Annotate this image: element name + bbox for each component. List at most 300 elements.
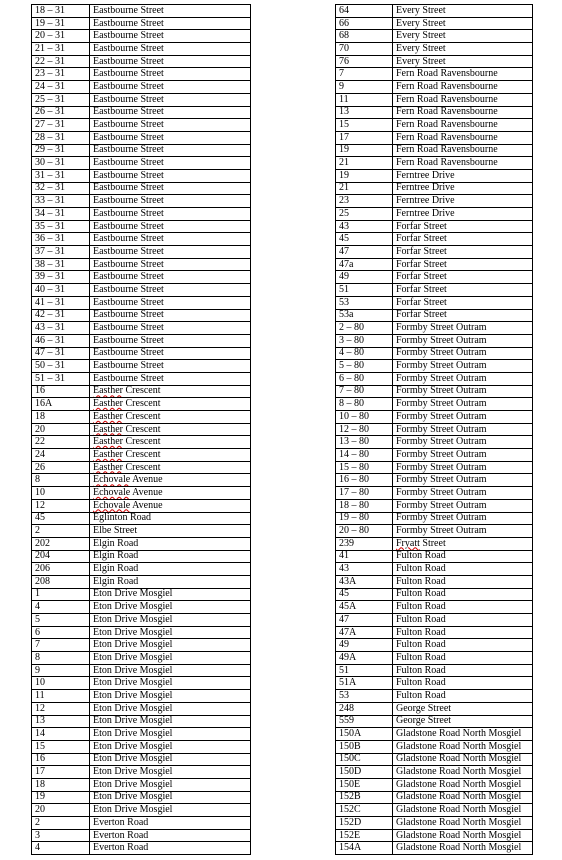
table-row: [32, 55, 251, 68]
house-number-cell: 66: [336, 17, 393, 30]
table-row: [336, 639, 533, 652]
house-number-cell: 4: [32, 601, 90, 614]
table-row: [336, 791, 533, 804]
house-number-cell: 45A: [336, 601, 393, 614]
house-number-cell: 11: [32, 690, 90, 703]
table-row: [336, 842, 533, 855]
house-number-cell: 28 – 31: [32, 131, 90, 144]
table-row: [336, 258, 533, 271]
house-number-cell: 50 – 31: [32, 360, 90, 373]
house-number-cell: 12: [32, 499, 90, 512]
table-row: [32, 525, 251, 538]
spellcheck-flag: Fryatt: [396, 537, 420, 549]
table-row: [336, 30, 533, 43]
street-name-cell: Fulton Road: [393, 601, 533, 614]
table-row: [336, 537, 533, 550]
house-number-cell: 27 – 31: [32, 119, 90, 132]
table-row: [32, 334, 251, 347]
house-number-cell: 6 – 80: [336, 372, 393, 385]
house-number-cell: 20: [32, 804, 90, 817]
street-name-cell: Eton Drive Mosgiel: [90, 702, 251, 715]
house-number-cell: 150E: [336, 778, 393, 791]
address-table-left-body: [32, 5, 251, 855]
house-number-cell: 2 – 80: [336, 322, 393, 335]
table-row: [32, 5, 251, 18]
street-name-cell: Gladstone Road North Mosgiel: [393, 817, 533, 830]
spellcheck-flag: Echovale: [93, 486, 131, 498]
street-name-cell: Eton Drive Mosgiel: [90, 690, 251, 703]
table-row: [32, 360, 251, 373]
table-row: [32, 715, 251, 728]
house-number-cell: 13: [336, 106, 393, 119]
street-name-cell: Everton Road: [90, 842, 251, 855]
house-number-cell: 16: [32, 753, 90, 766]
house-number-cell: 47: [336, 246, 393, 259]
street-name-cell: Easther Crescent: [90, 449, 251, 462]
street-name-cell: Every Street: [393, 43, 533, 56]
street-name-cell: Eastbourne Street: [90, 258, 251, 271]
street-name-cell: Easther Crescent: [90, 398, 251, 411]
street-name-cell: Ferntree Drive: [393, 169, 533, 182]
street-name-cell: Fulton Road: [393, 639, 533, 652]
address-table-right-body: [336, 5, 533, 855]
table-row: [336, 449, 533, 462]
street-name-cell: Fulton Road: [393, 614, 533, 627]
table-row: [32, 423, 251, 436]
house-number-cell: 42 – 31: [32, 309, 90, 322]
street-name-cell: Fulton Road: [393, 563, 533, 576]
table-row: [336, 246, 533, 259]
house-number-cell: 51 – 31: [32, 372, 90, 385]
table-row: [32, 512, 251, 525]
table-row: [336, 487, 533, 500]
street-name-cell: Forfar Street: [393, 233, 533, 246]
street-name-cell: Eastbourne Street: [90, 169, 251, 182]
house-number-cell: 11: [336, 93, 393, 106]
table-row: [336, 182, 533, 195]
house-number-cell: 22 – 31: [32, 55, 90, 68]
street-name-cell: Eastbourne Street: [90, 195, 251, 208]
table-row: [32, 728, 251, 741]
address-table-right: [335, 4, 533, 855]
street-name-cell: Forfar Street: [393, 246, 533, 259]
table-row: [336, 550, 533, 563]
street-name-cell: Eton Drive Mosgiel: [90, 766, 251, 779]
house-number-cell: 8: [32, 652, 90, 665]
street-name-cell: Easther Crescent: [90, 423, 251, 436]
street-name-cell: Fern Road Ravensbourne: [393, 119, 533, 132]
street-name-cell: Fulton Road: [393, 588, 533, 601]
table-row: [336, 360, 533, 373]
street-name-cell: Everton Road: [90, 817, 251, 830]
street-name-cell: Every Street: [393, 17, 533, 30]
table-row: [32, 131, 251, 144]
table-row: [32, 296, 251, 309]
house-number-cell: 14: [32, 728, 90, 741]
house-number-cell: 7: [32, 639, 90, 652]
street-name-cell: Formby Street Outram: [393, 372, 533, 385]
table-row: [336, 817, 533, 830]
table-row: [336, 677, 533, 690]
house-number-cell: 49: [336, 639, 393, 652]
street-name-cell: Eastbourne Street: [90, 372, 251, 385]
house-number-cell: 47a: [336, 258, 393, 271]
table-row: [32, 436, 251, 449]
street-name-cell: Eastbourne Street: [90, 43, 251, 56]
house-number-cell: 24: [32, 449, 90, 462]
street-name-cell: Fulton Road: [393, 652, 533, 665]
street-name-cell: Easther Crescent: [90, 436, 251, 449]
table-row: [336, 144, 533, 157]
table-row: [336, 766, 533, 779]
house-number-cell: 26 – 31: [32, 106, 90, 119]
street-name-cell: Gladstone Road North Mosgiel: [393, 842, 533, 855]
table-row: [336, 588, 533, 601]
street-name-cell: Everton Road: [90, 829, 251, 842]
table-row: [336, 563, 533, 576]
house-number-cell: 150D: [336, 766, 393, 779]
table-row: [336, 68, 533, 81]
table-row: [336, 702, 533, 715]
house-number-cell: 13 – 80: [336, 436, 393, 449]
table-row: [32, 258, 251, 271]
table-row: [32, 119, 251, 132]
street-name-cell: Easther Crescent: [90, 385, 251, 398]
house-number-cell: 33 – 31: [32, 195, 90, 208]
house-number-cell: 47A: [336, 626, 393, 639]
street-name-cell: Formby Street Outram: [393, 449, 533, 462]
street-name-cell: Fern Road Ravensbourne: [393, 81, 533, 94]
table-row: [336, 614, 533, 627]
house-number-cell: 24 – 31: [32, 81, 90, 94]
house-number-cell: 8: [32, 474, 90, 487]
house-number-cell: 204: [32, 550, 90, 563]
street-name-cell: Formby Street Outram: [393, 334, 533, 347]
spellcheck-flag: Easther: [93, 398, 123, 410]
house-number-cell: 152E: [336, 829, 393, 842]
table-row: [32, 195, 251, 208]
street-name-cell: Every Street: [393, 5, 533, 18]
street-name-cell: Elbe Street: [90, 525, 251, 538]
table-row: [32, 537, 251, 550]
street-name-cell: Fulton Road: [393, 664, 533, 677]
street-name-cell: Eton Drive Mosgiel: [90, 753, 251, 766]
table-row: [32, 753, 251, 766]
house-number-cell: 6: [32, 626, 90, 639]
street-name-cell: Every Street: [393, 55, 533, 68]
table-row: [32, 93, 251, 106]
street-name-cell: Forfar Street: [393, 220, 533, 233]
house-number-cell: 29 – 31: [32, 144, 90, 157]
street-name-cell: Formby Street Outram: [393, 322, 533, 335]
table-row: [32, 791, 251, 804]
table-row: [32, 157, 251, 170]
table-row: [32, 372, 251, 385]
street-name-cell: Eastbourne Street: [90, 93, 251, 106]
table-row: [336, 309, 533, 322]
table-row: [32, 81, 251, 94]
street-name-cell: Gladstone Road North Mosgiel: [393, 778, 533, 791]
house-number-cell: 19: [32, 791, 90, 804]
house-number-cell: 23 – 31: [32, 68, 90, 81]
house-number-cell: 9: [32, 664, 90, 677]
street-name-cell: Fern Road Ravensbourne: [393, 144, 533, 157]
street-name-cell: Fulton Road: [393, 626, 533, 639]
house-number-cell: 20: [32, 423, 90, 436]
street-name-cell: Gladstone Road North Mosgiel: [393, 728, 533, 741]
table-row: [32, 398, 251, 411]
house-number-cell: 51A: [336, 677, 393, 690]
street-name-cell: Ferntree Drive: [393, 182, 533, 195]
house-number-cell: 41 – 31: [32, 296, 90, 309]
table-row: [32, 169, 251, 182]
street-name-cell: Eastbourne Street: [90, 322, 251, 335]
table-row: [336, 208, 533, 221]
house-number-cell: 20 – 31: [32, 30, 90, 43]
table-row: [336, 233, 533, 246]
house-number-cell: 46 – 31: [32, 334, 90, 347]
table-row: [32, 233, 251, 246]
table-row: [32, 106, 251, 119]
street-name-cell: Eastbourne Street: [90, 347, 251, 360]
table-row: [336, 5, 533, 18]
house-number-cell: 21: [336, 157, 393, 170]
street-name-cell: Eastbourne Street: [90, 30, 251, 43]
street-name-cell: Eton Drive Mosgiel: [90, 715, 251, 728]
house-number-cell: 34 – 31: [32, 208, 90, 221]
street-name-cell: Ferntree Drive: [393, 208, 533, 221]
house-number-cell: 43 – 31: [32, 322, 90, 335]
house-number-cell: 18 – 80: [336, 499, 393, 512]
street-name-cell: Fern Road Ravensbourne: [393, 157, 533, 170]
street-name-cell: Formby Street Outram: [393, 512, 533, 525]
table-row: [32, 411, 251, 424]
street-name-cell: Gladstone Road North Mosgiel: [393, 740, 533, 753]
table-row: [32, 68, 251, 81]
table-row: [32, 639, 251, 652]
house-number-cell: 23: [336, 195, 393, 208]
table-row: [32, 614, 251, 627]
house-number-cell: 45: [336, 588, 393, 601]
street-name-cell: Eastbourne Street: [90, 68, 251, 81]
house-number-cell: 25: [336, 208, 393, 221]
table-row: [336, 296, 533, 309]
table-row: [32, 740, 251, 753]
table-row: [336, 284, 533, 297]
spellcheck-flag: Easther: [93, 385, 123, 397]
house-number-cell: 47 – 31: [32, 347, 90, 360]
table-row: [336, 652, 533, 665]
table-row: [32, 626, 251, 639]
table-row: [336, 322, 533, 335]
street-name-cell: Fern Road Ravensbourne: [393, 68, 533, 81]
house-number-cell: 559: [336, 715, 393, 728]
house-number-cell: 15 – 80: [336, 461, 393, 474]
street-name-cell: Eton Drive Mosgiel: [90, 728, 251, 741]
street-name-cell: Eastbourne Street: [90, 233, 251, 246]
house-number-cell: 1: [32, 588, 90, 601]
street-name-cell: Eton Drive Mosgiel: [90, 639, 251, 652]
table-row: [32, 702, 251, 715]
table-row: [336, 398, 533, 411]
street-name-cell: Eastbourne Street: [90, 5, 251, 18]
house-number-cell: 64: [336, 5, 393, 18]
street-name-cell: Forfar Street: [393, 258, 533, 271]
street-name-cell: Fulton Road: [393, 690, 533, 703]
house-number-cell: 37 – 31: [32, 246, 90, 259]
street-name-cell: George Street: [393, 715, 533, 728]
table-row: [336, 829, 533, 842]
street-name-cell: Formby Street Outram: [393, 474, 533, 487]
house-number-cell: 51: [336, 664, 393, 677]
table-row: [336, 93, 533, 106]
table-row: [336, 804, 533, 817]
street-name-cell: Fern Road Ravensbourne: [393, 93, 533, 106]
table-row: [32, 766, 251, 779]
street-name-cell: Fulton Road: [393, 677, 533, 690]
table-row: [32, 385, 251, 398]
street-name-cell: Eastbourne Street: [90, 182, 251, 195]
street-name-cell: Eastbourne Street: [90, 284, 251, 297]
house-number-cell: 14 – 80: [336, 449, 393, 462]
street-name-cell: Eton Drive Mosgiel: [90, 677, 251, 690]
table-row: [32, 829, 251, 842]
house-number-cell: 150C: [336, 753, 393, 766]
table-row: [336, 43, 533, 56]
spellcheck-flag: Easther: [93, 423, 123, 435]
house-number-cell: 12: [32, 702, 90, 715]
house-number-cell: 53: [336, 690, 393, 703]
house-number-cell: 9: [336, 81, 393, 94]
table-row: [32, 271, 251, 284]
house-number-cell: 22: [32, 436, 90, 449]
house-number-cell: 3 – 80: [336, 334, 393, 347]
house-number-cell: 3: [32, 829, 90, 842]
street-name-cell: Eastbourne Street: [90, 246, 251, 259]
address-table-left: [31, 4, 251, 855]
street-name-cell: Formby Street Outram: [393, 385, 533, 398]
house-number-cell: 15: [336, 119, 393, 132]
table-row: [336, 157, 533, 170]
table-row: [336, 474, 533, 487]
spellcheck-flag: Echovale: [93, 499, 131, 511]
spellcheck-flag: Easther: [93, 436, 123, 448]
street-name-cell: Gladstone Road North Mosgiel: [393, 791, 533, 804]
house-number-cell: 40 – 31: [32, 284, 90, 297]
house-number-cell: 19: [336, 169, 393, 182]
house-number-cell: 10: [32, 487, 90, 500]
table-row: [336, 195, 533, 208]
table-row: [336, 664, 533, 677]
table-row: [32, 690, 251, 703]
house-number-cell: 18: [32, 778, 90, 791]
table-row: [336, 575, 533, 588]
street-name-cell: Eastbourne Street: [90, 81, 251, 94]
house-number-cell: 152C: [336, 804, 393, 817]
table-row: [32, 182, 251, 195]
house-number-cell: 248: [336, 702, 393, 715]
table-row: [32, 499, 251, 512]
house-number-cell: 38 – 31: [32, 258, 90, 271]
table-row: [32, 449, 251, 462]
house-number-cell: 68: [336, 30, 393, 43]
street-name-cell: Eton Drive Mosgiel: [90, 778, 251, 791]
street-name-cell: Formby Street Outram: [393, 423, 533, 436]
street-name-cell: Echovale Avenue: [90, 499, 251, 512]
street-name-cell: Eastbourne Street: [90, 360, 251, 373]
table-row: [336, 106, 533, 119]
house-number-cell: 16A: [32, 398, 90, 411]
street-name-cell: Formby Street Outram: [393, 411, 533, 424]
street-name-cell: Eglinton Road: [90, 512, 251, 525]
table-row: [336, 436, 533, 449]
house-number-cell: 152D: [336, 817, 393, 830]
street-name-cell: Eastbourne Street: [90, 309, 251, 322]
house-number-cell: 30 – 31: [32, 157, 90, 170]
street-name-cell: Elgin Road: [90, 563, 251, 576]
house-number-cell: 239: [336, 537, 393, 550]
spellcheck-flag: Easther: [93, 461, 123, 473]
street-name-cell: George Street: [393, 702, 533, 715]
house-number-cell: 47: [336, 614, 393, 627]
house-number-cell: 4: [32, 842, 90, 855]
table-row: [32, 30, 251, 43]
street-name-cell: Eastbourne Street: [90, 271, 251, 284]
house-number-cell: 16: [32, 385, 90, 398]
street-name-cell: Eton Drive Mosgiel: [90, 652, 251, 665]
house-number-cell: 41: [336, 550, 393, 563]
street-name-cell: Forfar Street: [393, 296, 533, 309]
street-name-cell: Eton Drive Mosgiel: [90, 588, 251, 601]
house-number-cell: 31 – 31: [32, 169, 90, 182]
house-number-cell: 17: [336, 131, 393, 144]
table-row: [336, 271, 533, 284]
table-row: [336, 169, 533, 182]
street-name-cell: Fern Road Ravensbourne: [393, 131, 533, 144]
table-row: [336, 423, 533, 436]
house-number-cell: 5 – 80: [336, 360, 393, 373]
street-name-cell: Easther Crescent: [90, 411, 251, 424]
house-number-cell: 10: [32, 677, 90, 690]
table-row: [32, 778, 251, 791]
table-row: [32, 804, 251, 817]
table-row: [336, 385, 533, 398]
street-name-cell: Formby Street Outram: [393, 347, 533, 360]
house-number-cell: 15: [32, 740, 90, 753]
street-name-cell: Eastbourne Street: [90, 106, 251, 119]
house-number-cell: 43: [336, 220, 393, 233]
street-name-cell: Gladstone Road North Mosgiel: [393, 766, 533, 779]
table-row: [32, 652, 251, 665]
spellcheck-flag: Easther: [93, 410, 123, 422]
house-number-cell: 53a: [336, 309, 393, 322]
table-row: [32, 664, 251, 677]
house-number-cell: 76: [336, 55, 393, 68]
table-row: [32, 220, 251, 233]
table-row: [32, 487, 251, 500]
house-number-cell: 26: [32, 461, 90, 474]
street-name-cell: Forfar Street: [393, 309, 533, 322]
table-row: [32, 842, 251, 855]
table-row: [336, 55, 533, 68]
house-number-cell: 18 – 31: [32, 5, 90, 18]
table-row: [32, 322, 251, 335]
house-number-cell: 16 – 80: [336, 474, 393, 487]
street-name-cell: Gladstone Road North Mosgiel: [393, 829, 533, 842]
house-number-cell: 49A: [336, 652, 393, 665]
house-number-cell: 154A: [336, 842, 393, 855]
table-row: [32, 474, 251, 487]
